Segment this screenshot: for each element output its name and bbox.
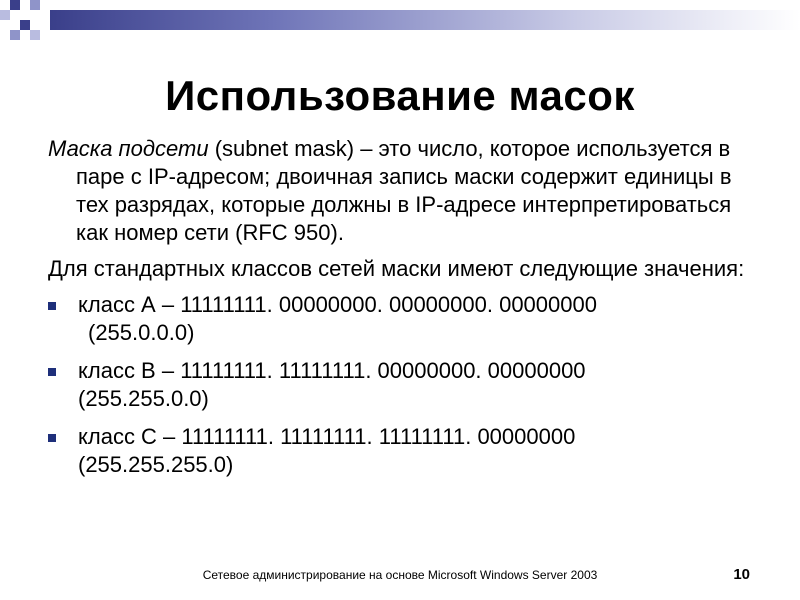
bullet-class-a-binary: класс А – 11111111. 00000000. 00000000. 00000000 bbox=[78, 292, 597, 317]
bullet-class-c bbox=[48, 423, 748, 479]
bullet-class-b-decimal: (255.255.0.0) bbox=[78, 386, 209, 411]
definition-text: (subnet mask) – это число, которое используется в паре с IP-адресом; двоичная запись маски содержит единицы в тех разрядах, которые должны в IP-адресе интерпретироваться как номер сети (RFC 950). bbox=[76, 136, 732, 245]
deco-square bbox=[0, 10, 10, 20]
bullet-class-a bbox=[48, 291, 748, 347]
footer-text: Сетевое администрирование на основе Microsoft Windows Server 2003 bbox=[202, 568, 598, 582]
bullet-class-c-binary: класс С – 11111111. 11111111. 11111111. 00000000 bbox=[78, 424, 576, 449]
definition-term: Маска подсети bbox=[48, 136, 209, 161]
bullet-class-c-decimal: (255.255.255.0) bbox=[78, 452, 234, 477]
classes-intro-paragraph: Для стандартных классов сетей маски имеют следующие значения: bbox=[48, 256, 745, 281]
bullet-class-b bbox=[48, 357, 748, 413]
bullet-square-icon bbox=[48, 302, 56, 310]
bullet-square-icon bbox=[48, 434, 56, 442]
header-gradient-bar bbox=[50, 10, 800, 30]
page-number: 10 bbox=[733, 566, 750, 583]
deco-square bbox=[10, 0, 20, 10]
bullet-class-b-binary: класс В – 11111111. 11111111. 00000000. 00000000 bbox=[78, 358, 586, 383]
bullet-class-a-decimal: (255.0.0.0) bbox=[88, 320, 195, 345]
deco-square bbox=[20, 20, 30, 30]
slide-title: Использование масок bbox=[165, 72, 635, 119]
bullet-square-icon bbox=[48, 368, 56, 376]
deco-square bbox=[30, 0, 40, 10]
slide-footer bbox=[0, 568, 800, 588]
deco-square bbox=[30, 30, 40, 40]
slide-content bbox=[48, 135, 748, 489]
deco-square bbox=[10, 30, 20, 40]
definition-paragraph bbox=[48, 135, 748, 247]
